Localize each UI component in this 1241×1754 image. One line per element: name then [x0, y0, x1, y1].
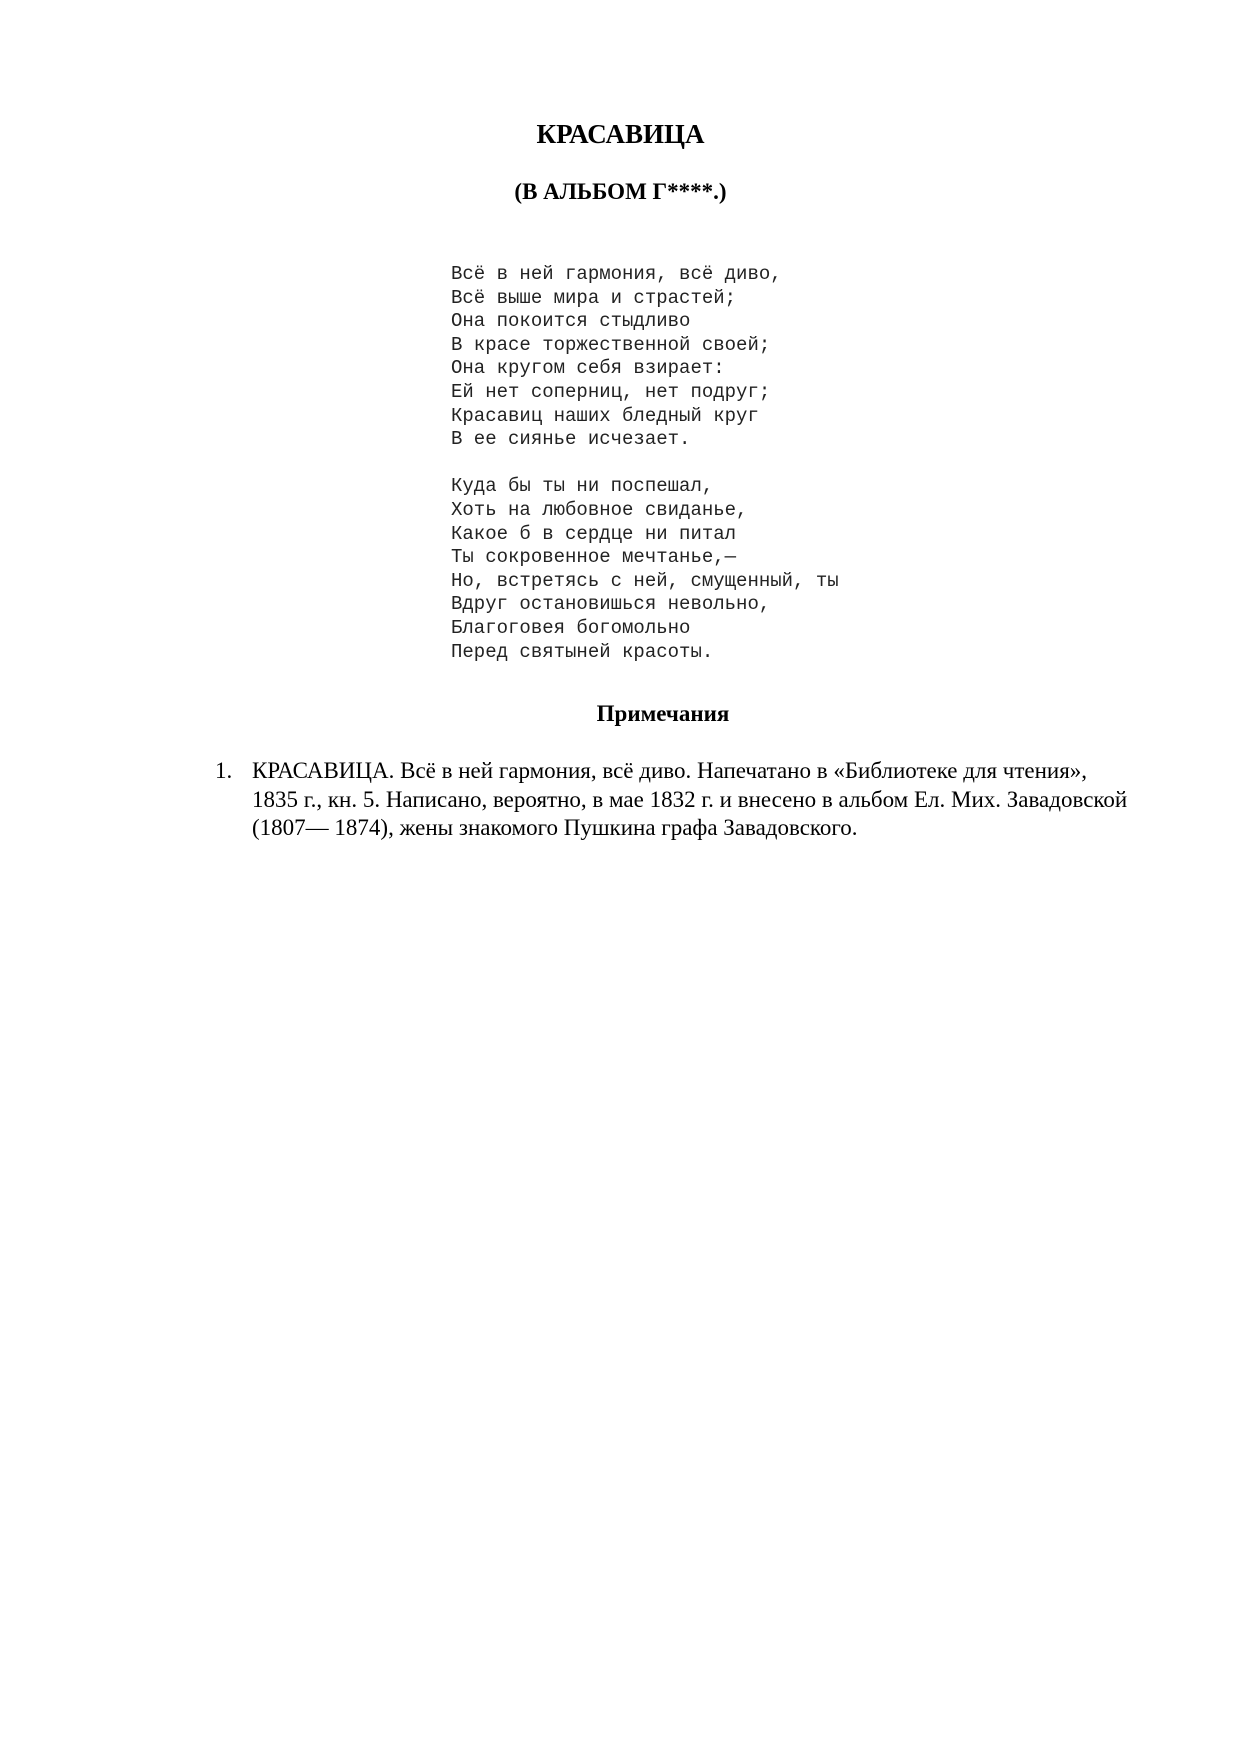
verse-line: Благоговея богомольно [451, 616, 691, 639]
stanza-2 [451, 475, 839, 664]
verse-line: Всё в ней гармония, всё диво, [451, 263, 782, 285]
poem-body [451, 263, 839, 688]
verse-line: Она покоится стыдливо [451, 310, 691, 333]
poem-title: КРАСАВИЦА [536, 119, 705, 149]
notes-heading: Примечания [596, 701, 730, 726]
verse-line: Перед святыней красоты. [451, 640, 714, 663]
verse-line: Ты сокровенное мечтанье,— [451, 546, 737, 569]
verse-line: Куда бы ты ни поспешал, [451, 475, 714, 498]
notes-list [215, 757, 1135, 843]
verse-line: Всё выше мира и страстей; [451, 286, 737, 309]
verse-line: Ей нет соперниц, нет подруг; [451, 380, 771, 403]
verse-line: Но, встретясь с ней, смущенный, ты [451, 569, 839, 592]
verse-line: В ее сиянье исчезает. [451, 428, 691, 451]
stanza-1 [451, 263, 839, 452]
note-item [215, 757, 1135, 843]
verse-line: Вдруг остановишься невольно, [451, 593, 771, 616]
note-number: 1. [215, 758, 233, 783]
verse-line: Хоть на любовное свиданье, [451, 498, 748, 521]
verse-line: Она кругом себя взирает: [451, 357, 725, 380]
note-text: КРАСАВИЦА. Всё в ней гармония, всё диво. Напечатано в «Библиотеке для чтения», 1835 г., кн. 5. Написано, вероятно, в мае 1832 г. и внесено в альбом Ел. Мих. Завадовской (1807— 1874), жены знакомого Пушкина графа Завадовского. [252, 758, 1128, 840]
poem-subtitle: (В АЛЬБОМ Г****.) [514, 179, 727, 204]
verse-line: Красавиц наших бледный круг [451, 404, 759, 427]
verse-line: В красе торжественной своей; [451, 333, 771, 356]
verse-line: Какое б в сердце ни питал [451, 522, 737, 545]
